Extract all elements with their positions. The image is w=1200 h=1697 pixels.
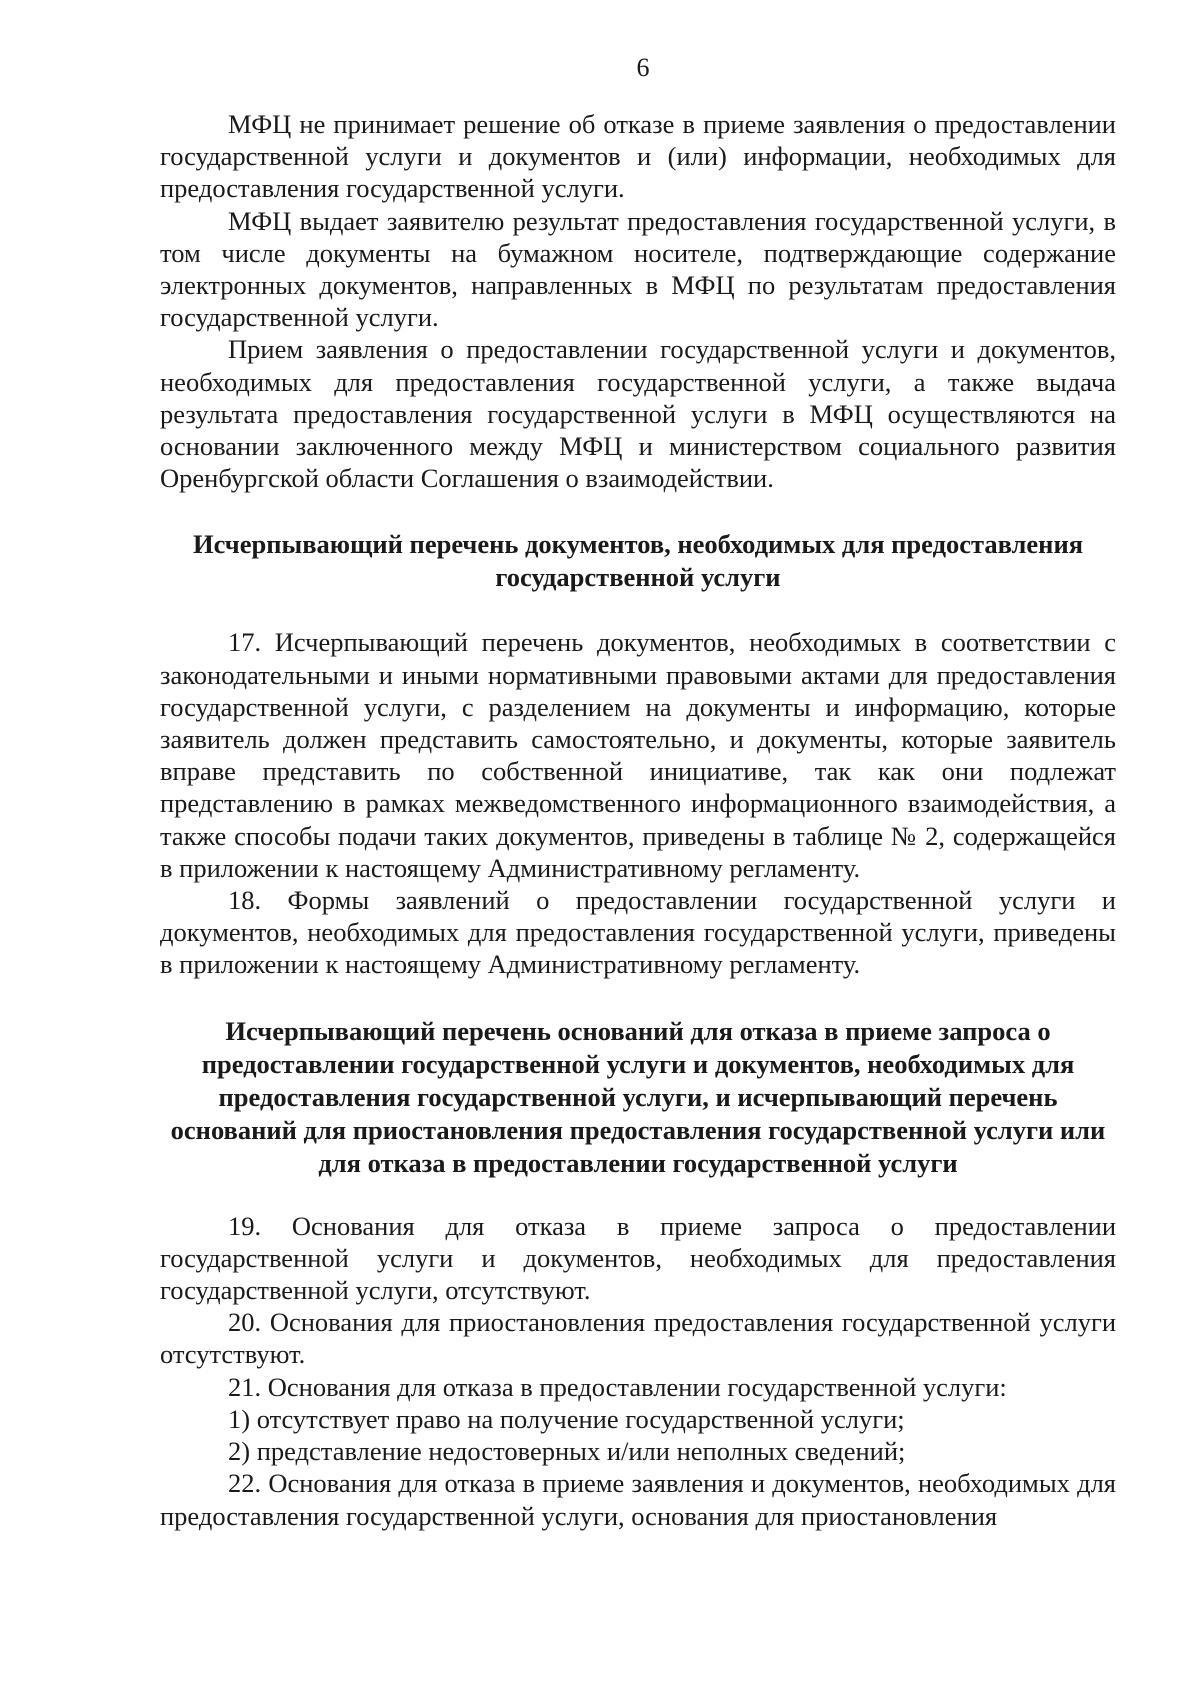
paragraph-21-item-1: 1) отсутствует право на получение государственной услуги; (228, 1403, 905, 1434)
paragraph-18: 18. Формы заявлений о предоставлении государственной услуги и документов, необходимых для предоставления государственной услуги, приведены в приложении к настоящему Административному регламенту. (160, 885, 1116, 980)
paragraph-20: 20. Основания для приостановления предоставления государственной услуги отсутствуют. (160, 1307, 1116, 1370)
page-content (160, 52, 1116, 1532)
paragraph-21: 21. Основания для отказа в предоставлении государственной услуги: (228, 1371, 1007, 1402)
section-heading-documents: Исчерпывающий перечень документов, необходимых для предоставления государственной услуги (192, 529, 1084, 593)
paragraph-mfc-no-refusal: МФЦ не принимает решение об отказе в приеме заявления о предоставлении государственной услуги и документов и (или) информации, необходимых для предоставления государственной услуги. (160, 109, 1116, 204)
page-number: 6 (636, 53, 650, 82)
paragraph-22: 22. Основания для отказа в приеме заявления и документов, необходимых для предоставления государственной услуги, основания для приостановления (160, 1468, 1116, 1531)
paragraph-19: 19. Основания для отказа в приеме запроса о предоставлении государственной услуги и документов, необходимых для предоставления государственной услуги, отсутствуют. (160, 1210, 1116, 1306)
section-heading-refusal-grounds: Исчерпывающий перечень оснований для отказа в приеме запроса о предоставлении государственной услуги и документов, необходимых для предоставления государственной услуги, и исчерпывающий перечень оснований для приостановления предоставления государственной услуги или для отказа в предоставлении государственной услуги (170, 1015, 1106, 1178)
paragraph-21-item-2: 2) представление недостоверных и/или неполных сведений; (228, 1436, 906, 1467)
paragraph-reception-agreement: Прием заявления о предоставлении государственной услуги и документов, необходимых для предоставления государственной услуги, а также выдача результата предоставления государственной услуги в МФЦ осуществляются на основании заключенного между МФЦ и министерством социального развития Оренбургской области Соглашения о взаимодействии. (160, 334, 1116, 494)
paragraph-17: 17. Исчерпывающий перечень документов, необходимых в соответствии с законодательными и иными нормативными правовыми актами для предоставления государственной услуги, с разделением на документы и информацию, которые заявитель должен представить самостоятельно, и документы, которые заявитель вправе представить по собственной инициативе, так как они подлежат представлению в рамках межведомственного информационного взаимодействия, а также способы подачи таких документов, приведены в таблице № 2, содержащейся в приложении к настоящему Административному регламенту. (160, 627, 1116, 883)
paragraph-mfc-issues-result: МФЦ выдает заявителю результат предоставления государственной услуги, в том числе документы на бумажном носителе, подтверждающие содержание электронных документов, направленных в МФЦ по результатам предоставления государственной услуги. (160, 205, 1116, 333)
